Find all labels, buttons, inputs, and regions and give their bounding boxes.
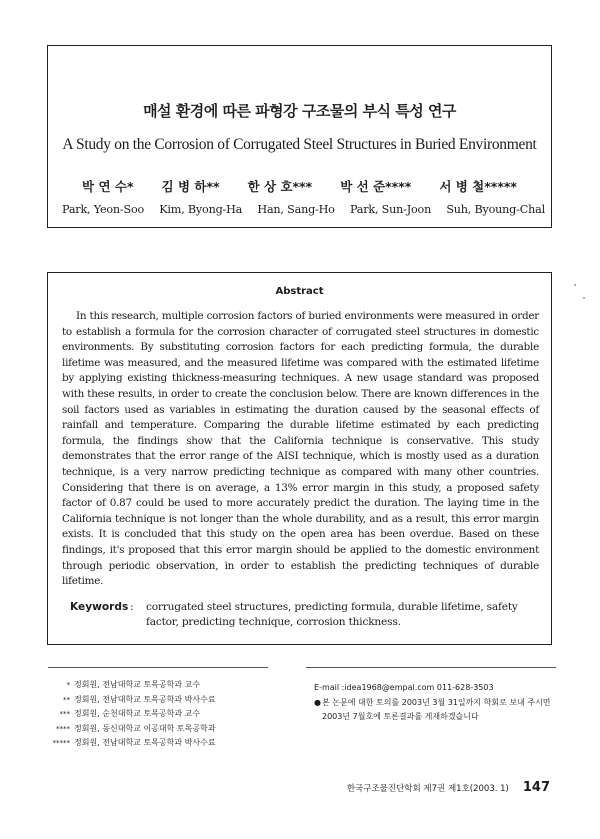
author-names-korean	[68, 177, 531, 195]
bullet-icon: ●	[314, 697, 321, 707]
author-ko-5: 서 병 철*****	[439, 179, 517, 194]
scan-speck	[583, 297, 585, 299]
scan-speck	[574, 284, 576, 286]
footnote-mark: ***	[59, 710, 70, 719]
affiliation-text: 정회원, 전남대학교 토목공학과 박사수료	[74, 694, 216, 704]
affiliation-footnotes	[48, 678, 216, 751]
affiliation-text: 정회원, 전남대학교 토목공학과 박사수료	[74, 738, 216, 748]
contact-footnote	[314, 681, 564, 725]
email-contact: E-mail :idea1968@empal.com 011-628-3503	[314, 683, 494, 692]
keywords-label: Keywords	[70, 601, 129, 613]
footnote-mark: *****	[52, 739, 70, 748]
journal-citation: 한국구조물진단학회 제7권 제1호(2003. 1)	[346, 784, 509, 794]
discussion-note-text: 본 논문에 대한 토의를 2003년 3월 31일까지 학회로 보내 주시면 2003년 7월호에 토론결과를 게재하겠습니다	[322, 697, 551, 722]
author-names-english	[62, 203, 545, 216]
author-en-1: Park, Yeon-Soo	[62, 203, 145, 216]
keywords-row	[70, 600, 541, 630]
abstract-body: In this research, multiple corrosion factors of buried environments were measured in order to establish a formula for the corrosion character of corrugated steel structures in domestic environments. By substituting corrosion factors for each predicting formula, the durable lifetime was measured, and the measured lifetime was compared with the estimated lifetime by applying existing thickness-measuring techniques. A new usage standard was proposed with these results, in order to create the conclusion below. There are known differences in the soil factors used as variables in estimating the duration caused by the seasonal effects of rainfall and temperature. Comparing the durable lifetime estimated by each predicting formula, the findings show that the California technique is conservative. This study demonstrates that the error range of the AISI technique, which is mostly used as a duration technique, is a very narrow predicting technique as compared with many other countries. Considering that there is on average, a 13% error margin in this study, a proposed safety factor of 0.87 could be used to more accurately predict the duration. The laying time in the California technique is not longer than the whole durability, and as a result, this error margin exists. It is concluded that this study on the open area has been overdue. Based on these findings, it's proposed that this error margin should be applied to the domestic environment through periodic observation, in order to establish the predicting techniques of durable lifetime.	[62, 310, 539, 588]
affiliation-item	[48, 707, 216, 722]
author-en-5: Suh, Byoung-Chal	[446, 203, 545, 216]
page-footer	[347, 780, 550, 795]
paper-title-english: A Study on the Corrosion of Corrugated Steel Structures in Buried Environment	[62, 136, 537, 153]
affiliation-text: 정회원, 동신대학교 이공대학 토목공학과	[74, 723, 216, 733]
author-ko-3: 한 상 호***	[247, 179, 313, 194]
author-en-4: Park, Sun-Joon	[349, 203, 432, 216]
footnote-divider-left	[48, 667, 268, 668]
affiliation-item	[48, 678, 216, 693]
author-ko-1: 박 연 수*	[82, 179, 134, 194]
author-ko-2: 김 병 하**	[161, 179, 220, 194]
title-box	[47, 45, 552, 228]
affiliation-text: 정회원, 순천대학교 토목공학과 교수	[74, 709, 201, 719]
affiliation-item	[48, 722, 216, 737]
page-number: 147	[522, 780, 550, 795]
footnote-divider-right	[306, 667, 556, 668]
abstract-box	[47, 272, 552, 645]
author-en-2: Kim, Byong-Ha	[159, 203, 243, 216]
footnote-mark: *	[66, 681, 70, 689]
paper-title-korean: 매설 환경에 따른 파형강 구조물의 부식 특성 연구	[143, 102, 456, 120]
affiliation-item	[48, 736, 216, 751]
keywords-colon: :	[130, 601, 134, 613]
abstract-heading: Abstract	[275, 286, 324, 297]
footnote-mark: ****	[56, 724, 70, 733]
keywords-text: corrugated steel structures, predicting formula, durable lifetime, safety factor, predicting technique, corrosion thickness.	[146, 601, 518, 628]
affiliation-text: 정회원, 전남대학교 토목공학과 교수	[74, 680, 201, 689]
author-en-3: Han, Sang-Ho	[257, 203, 335, 216]
footnote-mark: **	[63, 695, 70, 704]
author-ko-4: 박 선 준****	[340, 179, 412, 194]
affiliation-item	[48, 693, 216, 708]
discussion-note	[314, 696, 564, 725]
